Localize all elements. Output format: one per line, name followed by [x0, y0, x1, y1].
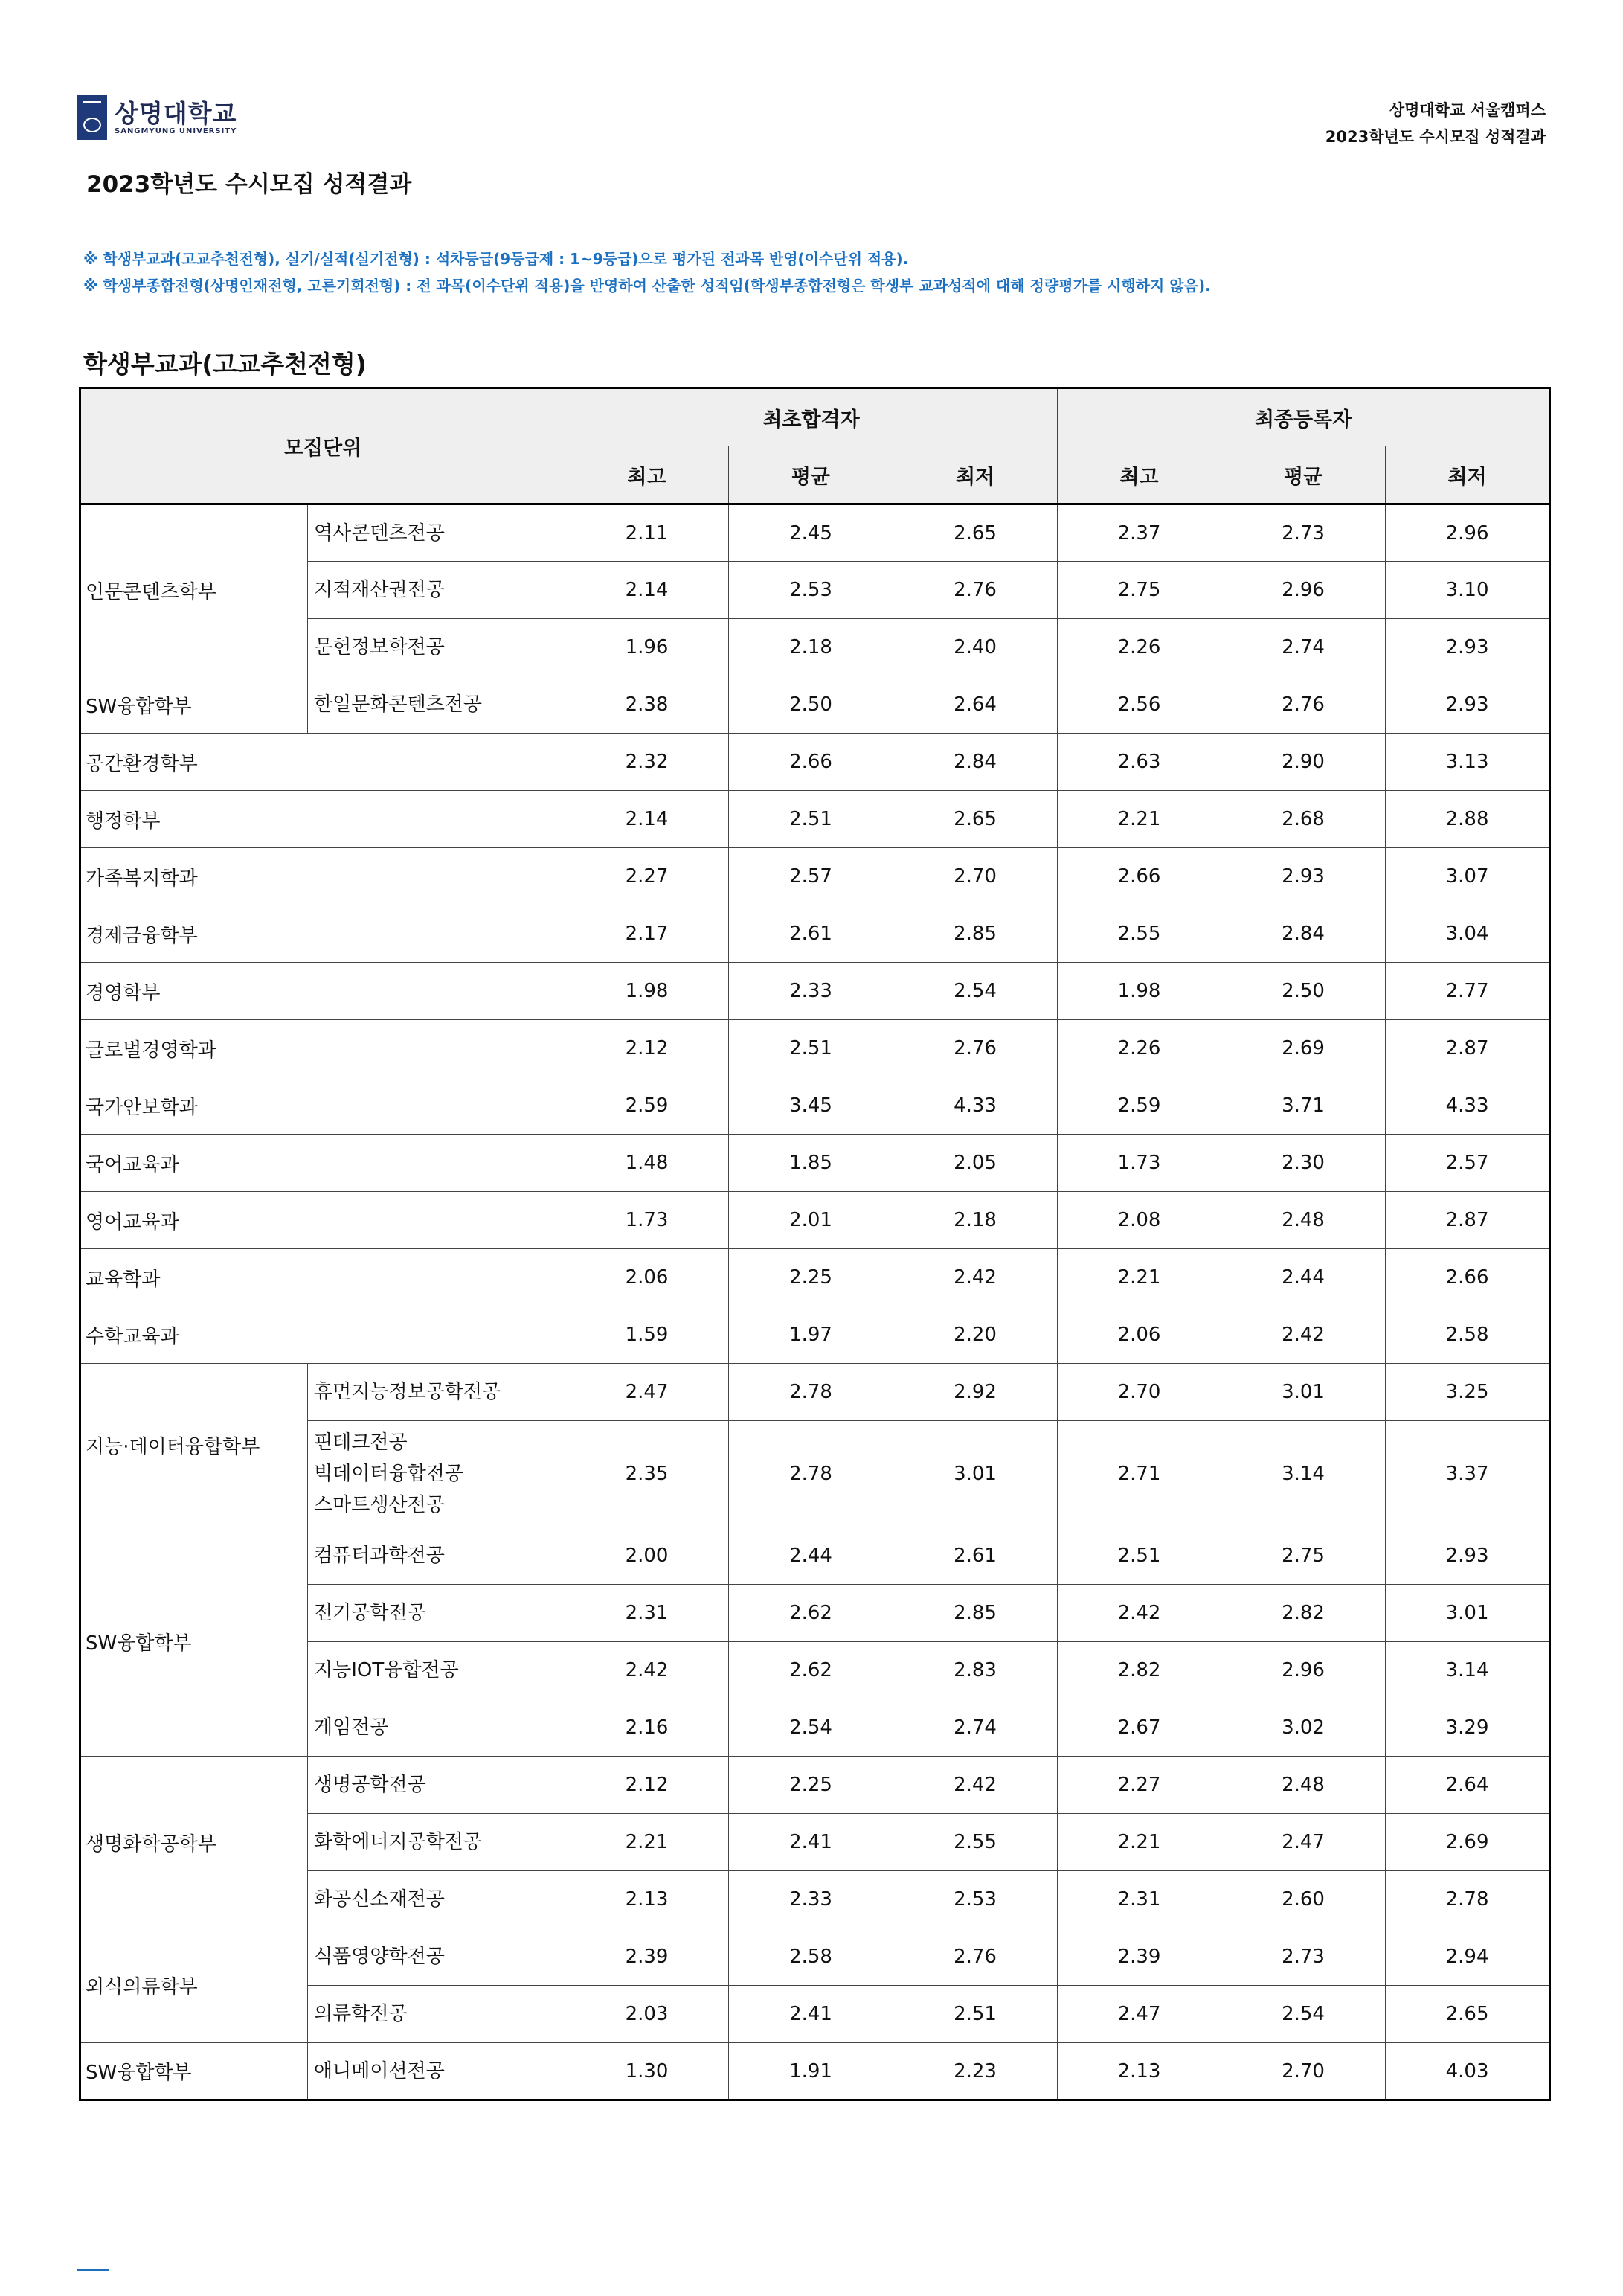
major-line: 스마트생산전공: [314, 1494, 445, 1516]
grade-value: 2.48: [1221, 1192, 1386, 1249]
grade-value: 2.53: [893, 1871, 1058, 1928]
grade-value: 2.20: [893, 1306, 1058, 1364]
unit-name: 경영학부: [80, 963, 565, 1020]
grade-value: 2.93: [1386, 1527, 1550, 1585]
major-line: 게임전공: [314, 1716, 389, 1739]
major-name: [308, 676, 565, 734]
grade-value: 2.66: [1386, 1249, 1550, 1306]
grade-value: 2.54: [1221, 1986, 1386, 2043]
grade-value: 2.59: [565, 1077, 729, 1135]
grade-value: 2.93: [1221, 848, 1386, 905]
grade-value: 3.07: [1386, 848, 1550, 905]
grade-value: 2.92: [893, 1364, 1058, 1421]
unit-name: 생명화학공학부: [80, 1757, 308, 1928]
grade-value: 3.25: [1386, 1364, 1550, 1421]
table-row: [80, 2043, 1550, 2100]
header-avg: 평균: [729, 446, 893, 504]
grade-value: 2.50: [1221, 963, 1386, 1020]
major-name: [308, 1871, 565, 1928]
table-row: [80, 1527, 1550, 1585]
grade-value: 2.11: [565, 504, 729, 562]
grade-value: 2.33: [729, 963, 893, 1020]
grade-value: 3.04: [1386, 905, 1550, 963]
table-row: [80, 734, 1550, 791]
grade-value: 2.12: [565, 1757, 729, 1814]
grade-value: 2.55: [1058, 905, 1221, 963]
header-unit: 모집단위: [80, 388, 565, 504]
table-row: [80, 1364, 1550, 1421]
grade-value: 1.98: [1058, 963, 1221, 1020]
grade-value: 2.62: [729, 1585, 893, 1642]
grade-value: 2.76: [893, 562, 1058, 619]
grade-value: 1.98: [565, 963, 729, 1020]
major-line: 문헌정보학전공: [314, 636, 445, 658]
grade-value: 2.73: [1221, 1928, 1386, 1986]
grade-value: 2.25: [729, 1249, 893, 1306]
grade-value: 2.35: [565, 1421, 729, 1527]
major-line: 화학에너지공학전공: [314, 1831, 483, 1853]
grade-value: 2.75: [1058, 562, 1221, 619]
grade-value: 2.42: [893, 1249, 1058, 1306]
grade-value: 2.27: [1058, 1757, 1221, 1814]
unit-name: 인문콘텐츠학부: [80, 504, 308, 676]
grade-value: 3.29: [1386, 1699, 1550, 1757]
unit-name: 교육학과: [80, 1249, 565, 1306]
grade-value: 2.06: [565, 1249, 729, 1306]
major-line: 휴먼지능정보공학전공: [314, 1381, 501, 1403]
grade-value: 2.38: [565, 676, 729, 734]
grade-value: 2.30: [1221, 1135, 1386, 1192]
grade-value: 2.78: [729, 1364, 893, 1421]
grade-value: 4.33: [893, 1077, 1058, 1135]
grade-value: 2.50: [729, 676, 893, 734]
grade-value: 2.65: [1386, 1986, 1550, 2043]
grade-value: 3.10: [1386, 562, 1550, 619]
grade-value: 2.84: [1221, 905, 1386, 963]
grade-value: 3.01: [893, 1421, 1058, 1527]
grade-value: 2.87: [1386, 1192, 1550, 1249]
header-initial-admits: 최초합격자: [565, 388, 1058, 446]
major-line: 애니메이션전공: [314, 2059, 445, 2082]
university-emblem-icon: [77, 95, 107, 140]
major-name: [308, 1986, 565, 2043]
major-line: 역사콘텐츠전공: [314, 522, 445, 545]
grade-value: 2.57: [729, 848, 893, 905]
grade-value: 2.26: [1058, 619, 1221, 676]
grade-value: 2.65: [893, 504, 1058, 562]
university-logo: [77, 95, 237, 140]
grade-value: 2.13: [565, 1871, 729, 1928]
grade-value: 2.60: [1221, 1871, 1386, 1928]
header-max: 최고: [1058, 446, 1221, 504]
grade-value: 2.64: [1386, 1757, 1550, 1814]
grade-value: 2.51: [893, 1986, 1058, 2043]
major-name: [308, 1364, 565, 1421]
header-min: 최저: [893, 446, 1058, 504]
logo-korean-name: 상명대학교: [115, 98, 237, 128]
grade-value: 2.74: [1221, 619, 1386, 676]
grade-value: 2.87: [1386, 1020, 1550, 1077]
grade-value: 1.48: [565, 1135, 729, 1192]
table-row: [80, 1757, 1550, 1814]
grade-value: 2.51: [729, 1020, 893, 1077]
major-name: [308, 504, 565, 562]
grade-value: 2.31: [565, 1585, 729, 1642]
grade-value: 2.76: [893, 1928, 1058, 1986]
grade-value: 2.70: [1221, 2043, 1386, 2100]
table-row: [80, 1306, 1550, 1364]
grade-value: 2.51: [729, 791, 893, 848]
note-line: ※ 학생부종합전형(상명인재전형, 고른기회전형) : 전 과목(이수단위 적용)을 반영하여 산출한 성적임(학생부종합전형은 학생부 교과성적에 대해 정량평가를 시행하지 않음).: [83, 277, 1211, 295]
grade-value: 3.14: [1386, 1642, 1550, 1699]
grade-value: 2.58: [729, 1928, 893, 1986]
unit-name: 글로벌경영학과: [80, 1020, 565, 1077]
grade-value: 2.85: [893, 905, 1058, 963]
results-table: [79, 387, 1551, 2101]
grade-value: 2.96: [1386, 504, 1550, 562]
grade-value: 2.82: [1058, 1642, 1221, 1699]
unit-name: 국어교육과: [80, 1135, 565, 1192]
major-name: [308, 1527, 565, 1585]
grade-value: 4.33: [1386, 1077, 1550, 1135]
grade-value: 2.44: [729, 1527, 893, 1585]
grade-value: 2.69: [1386, 1814, 1550, 1871]
grade-value: 2.21: [1058, 1814, 1221, 1871]
grade-value: 2.32: [565, 734, 729, 791]
grade-value: 1.73: [565, 1192, 729, 1249]
grade-value: 2.47: [1058, 1986, 1221, 2043]
grade-value: 2.48: [1221, 1757, 1386, 1814]
table-row: [80, 1192, 1550, 1249]
grade-value: 2.54: [893, 963, 1058, 1020]
table-row: [80, 848, 1550, 905]
grade-value: 2.16: [565, 1699, 729, 1757]
grade-value: 2.84: [893, 734, 1058, 791]
grade-value: 1.73: [1058, 1135, 1221, 1192]
major-line: 빅데이터융합전공: [314, 1463, 463, 1485]
grade-value: 3.13: [1386, 734, 1550, 791]
header-max: 최고: [565, 446, 729, 504]
grade-value: 2.53: [729, 562, 893, 619]
grade-value: 2.12: [565, 1020, 729, 1077]
grade-value: 2.18: [893, 1192, 1058, 1249]
grade-value: 2.08: [1058, 1192, 1221, 1249]
grade-value: 2.78: [729, 1421, 893, 1527]
unit-name: 가족복지학과: [80, 848, 565, 905]
table-row: [80, 791, 1550, 848]
header-subtitle: 2023학년도 수시모집 성적결과: [1325, 128, 1546, 146]
grade-value: 2.68: [1221, 791, 1386, 848]
grade-value: 2.44: [1221, 1249, 1386, 1306]
table-row: [80, 1135, 1550, 1192]
major-name: [308, 1642, 565, 1699]
grade-value: 2.62: [729, 1642, 893, 1699]
major-line: 지능IOT융합전공: [314, 1659, 459, 1681]
major-line: 한일문화콘텐츠전공: [314, 693, 483, 716]
major-name: [308, 1814, 565, 1871]
grade-value: 2.59: [1058, 1077, 1221, 1135]
grade-value: 2.94: [1386, 1928, 1550, 1986]
grade-value: 1.30: [565, 2043, 729, 2100]
grade-value: 3.01: [1221, 1364, 1386, 1421]
header-final-registrants: 최종등록자: [1058, 388, 1550, 446]
grade-value: 2.39: [1058, 1928, 1221, 1986]
grade-value: 2.40: [893, 619, 1058, 676]
major-line: 화공신소재전공: [314, 1888, 445, 1911]
grade-value: 2.70: [893, 848, 1058, 905]
grade-value: 1.59: [565, 1306, 729, 1364]
grade-value: 3.45: [729, 1077, 893, 1135]
grade-value: 2.33: [729, 1871, 893, 1928]
major-line: 전기공학전공: [314, 1602, 426, 1624]
notes: [83, 246, 1211, 299]
unit-name: 공간환경학부: [80, 734, 565, 791]
unit-name: 지능·데이터융합학부: [80, 1364, 308, 1527]
grade-value: 2.93: [1386, 619, 1550, 676]
grade-value: 3.71: [1221, 1077, 1386, 1135]
grade-value: 1.97: [729, 1306, 893, 1364]
grade-value: 2.41: [729, 1986, 893, 2043]
major-name: [308, 619, 565, 676]
grade-value: 2.67: [1058, 1699, 1221, 1757]
grade-value: 2.13: [1058, 2043, 1221, 2100]
grade-value: 2.21: [565, 1814, 729, 1871]
grade-value: 2.14: [565, 562, 729, 619]
grade-value: 3.01: [1386, 1585, 1550, 1642]
grade-value: 2.66: [1058, 848, 1221, 905]
grade-value: 3.02: [1221, 1699, 1386, 1757]
grade-value: 2.41: [729, 1814, 893, 1871]
grade-value: 2.96: [1221, 562, 1386, 619]
grade-value: 2.01: [729, 1192, 893, 1249]
section-title: 학생부교과(고교추천전형): [83, 350, 367, 379]
unit-name: 경제금융학부: [80, 905, 565, 963]
table-row: [80, 1928, 1550, 1986]
grade-value: 2.82: [1221, 1585, 1386, 1642]
grade-value: 2.75: [1221, 1527, 1386, 1585]
major-line: 핀테크전공: [314, 1431, 408, 1454]
table-row: [80, 1249, 1550, 1306]
note-line: ※ 학생부교과(고교추천전형), 실기/실적(실기전형) : 석차등급(9등급제 : 1~9등급)으로 평가된 전과목 반영(이수단위 적용).: [83, 250, 909, 268]
grade-value: 2.57: [1386, 1135, 1550, 1192]
table-row: [80, 1077, 1550, 1135]
table-body: [80, 504, 1550, 2100]
unit-name: SW융합학부: [80, 2043, 308, 2100]
grade-value: 2.17: [565, 905, 729, 963]
logo-english-name: SANGMYUNG UNIVERSITY: [115, 126, 237, 135]
unit-name: 외식의류학부: [80, 1928, 308, 2043]
unit-name: SW융합학부: [80, 676, 308, 734]
grade-value: 2.61: [893, 1527, 1058, 1585]
grade-value: 2.65: [893, 791, 1058, 848]
unit-name: 영어교육과: [80, 1192, 565, 1249]
grade-value: 1.96: [565, 619, 729, 676]
grade-value: 2.77: [1386, 963, 1550, 1020]
major-name: [308, 1421, 565, 1527]
grade-value: 2.14: [565, 791, 729, 848]
major-line: 의류학전공: [314, 2003, 408, 2025]
grade-value: 2.83: [893, 1642, 1058, 1699]
grade-value: 1.91: [729, 2043, 893, 2100]
grade-value: 2.64: [893, 676, 1058, 734]
document-title: 2023학년도 수시모집 성적결과: [86, 171, 412, 198]
unit-name: 행정학부: [80, 791, 565, 848]
grade-value: 2.42: [893, 1757, 1058, 1814]
grade-value: 2.45: [729, 504, 893, 562]
grade-value: 2.96: [1221, 1642, 1386, 1699]
grade-value: 2.21: [1058, 791, 1221, 848]
unit-name: 국가안보학과: [80, 1077, 565, 1135]
grade-value: 2.42: [565, 1642, 729, 1699]
grade-value: 3.14: [1221, 1421, 1386, 1527]
major-name: [308, 1757, 565, 1814]
grade-value: 2.93: [1386, 676, 1550, 734]
grade-value: 4.03: [1386, 2043, 1550, 2100]
grade-value: 2.66: [729, 734, 893, 791]
grade-value: 2.42: [1221, 1306, 1386, 1364]
grade-value: 2.74: [893, 1699, 1058, 1757]
grade-value: 2.85: [893, 1585, 1058, 1642]
grade-value: 2.23: [893, 2043, 1058, 2100]
grade-value: 2.76: [1221, 676, 1386, 734]
grade-value: 2.26: [1058, 1020, 1221, 1077]
grade-value: 2.21: [1058, 1249, 1221, 1306]
major-name: [308, 2043, 565, 2100]
footer-line: [77, 2269, 109, 2271]
grade-value: 2.69: [1221, 1020, 1386, 1077]
header-min: 최저: [1386, 446, 1550, 504]
grade-value: 2.71: [1058, 1421, 1221, 1527]
grade-value: 2.55: [893, 1814, 1058, 1871]
grade-value: 2.61: [729, 905, 893, 963]
grade-value: 2.56: [1058, 676, 1221, 734]
unit-name: SW융합학부: [80, 1527, 308, 1757]
table-row: [80, 963, 1550, 1020]
grade-value: 2.42: [1058, 1585, 1221, 1642]
grade-value: 2.90: [1221, 734, 1386, 791]
grade-value: 2.27: [565, 848, 729, 905]
header-campus: 상명대학교 서울캠퍼스: [1389, 101, 1546, 119]
major-line: 생명공학전공: [314, 1774, 426, 1796]
grade-value: 2.63: [1058, 734, 1221, 791]
grade-value: 2.25: [729, 1757, 893, 1814]
grade-value: 2.39: [565, 1928, 729, 1986]
major-line: 컴퓨터과학전공: [314, 1545, 445, 1567]
grade-value: 2.37: [1058, 504, 1221, 562]
grade-value: 2.47: [1221, 1814, 1386, 1871]
major-name: [308, 562, 565, 619]
grade-value: 2.76: [893, 1020, 1058, 1077]
table-row: [80, 676, 1550, 734]
header-avg: 평균: [1221, 446, 1386, 504]
grade-value: 2.31: [1058, 1871, 1221, 1928]
grade-value: 2.58: [1386, 1306, 1550, 1364]
major-name: [308, 1928, 565, 1986]
grade-value: 2.51: [1058, 1527, 1221, 1585]
unit-name: 수학교육과: [80, 1306, 565, 1364]
grade-value: 2.05: [893, 1135, 1058, 1192]
grade-value: 2.00: [565, 1527, 729, 1585]
grade-value: 2.06: [1058, 1306, 1221, 1364]
major-line: 식품영양학전공: [314, 1946, 445, 1968]
major-name: [308, 1699, 565, 1757]
table-row: [80, 1020, 1550, 1077]
table-row: [80, 504, 1550, 562]
grade-value: 2.70: [1058, 1364, 1221, 1421]
major-name: [308, 1585, 565, 1642]
grade-value: 2.18: [729, 619, 893, 676]
grade-value: 2.54: [729, 1699, 893, 1757]
grade-value: 2.03: [565, 1986, 729, 2043]
page-header: [1325, 97, 1546, 150]
table-row: [80, 905, 1550, 963]
grade-value: 2.73: [1221, 504, 1386, 562]
grade-value: 2.88: [1386, 791, 1550, 848]
grade-value: 3.37: [1386, 1421, 1550, 1527]
grade-value: 2.47: [565, 1364, 729, 1421]
grade-value: 2.78: [1386, 1871, 1550, 1928]
grade-value: 1.85: [729, 1135, 893, 1192]
major-line: 지적재산권전공: [314, 579, 445, 601]
